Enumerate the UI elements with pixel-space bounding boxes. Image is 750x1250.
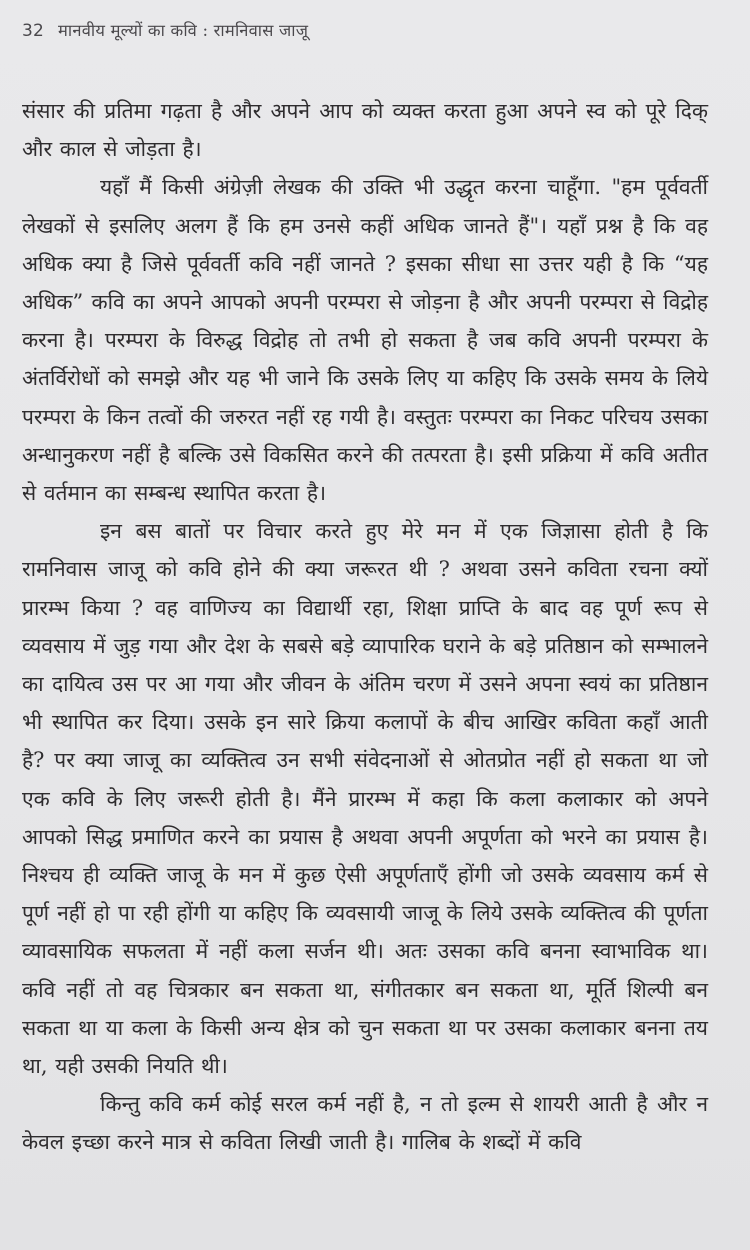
running-title: मानवीय मूल्यों का कवि : रामनिवास जाजू [58,21,309,40]
paragraph: यहाँ मैं किसी अंग्रेज़ी लेखक की उक्ति भी उद्धृत करना चाहूँगा. "हम पूर्ववर्ती लेखकों से इसलिए अलग हैं कि हम उनसे कहीं अधिक जानते हैं"। यहाँ प्रश्न है कि वह अधिक क्या है जिसे पूर्ववर्ती कवि नहीं जानते ? इसका सीधा सा उत्तर यही है कि “यह अधिक” कवि का अपने आपको अपनी परम्परा से जोड़ना है और अपनी परम्परा से विद्रोह करना है। परम्परा के विरुद्ध विद्रोह तो तभी हो सकता है जब कवि अपनी परम्परा के अंतर्विरोधों को समझे और यह भी जाने कि उसके लिए या कहिए कि उसके समय के लिये परम्परा के किन तत्वों की जरुरत नहीं रह गयी है। वस्तुतः परम्परा का निकट परिचय उसका अन्धानुकरण नहीं है बल्कि उसे विकसित करने की तत्परता है। इसी प्रक्रिया में कवि अतीत से वर्तमान का सम्बन्ध स्थापित करता है। [22,175,708,506]
body-text [22,92,708,1162]
running-header [22,18,708,52]
paragraph: इन बस बातों पर विचार करते हुए मेरे मन में एक जिज्ञासा होती है कि रामनिवास जाजू को कवि होने की क्या जरूरत थी ? अथवा उसने कविता रचना क्यों प्रारम्भ किया ? वह वाणिज्य का विद्यार्थी रहा, शिक्षा प्राप्ति के बाद वह पूर्ण रूप से व्यवसाय में जुड़ गया और देश के सबसे बड़े व्यापारिक घराने के बड़े प्रतिष्ठान को सम्भालने का दायित्व उस पर आ गया और जीवन के अंतिम चरण में उसने अपना स्वयं का प्रतिष्ठान भी स्थापित कर दिया। उसके इन सारे क्रिया कलापों के बीच आखिर कविता कहाँ आती है? पर क्या जाजू का व्यक्तित्व उन सभी संवेदनाओं से ओतप्रोत नहीं हो सकता था जो एक कवि के लिए जरूरी होती है। मैंने प्रारम्भ में कहा कि कला कलाकार को अपने आपको सिद्ध प्रमाणित करने का प्रयास है अथवा अपनी अपूर्णता को भरने का प्रयास है। निश्चय ही व्यक्ति जाजू के मन में कुछ ऐसी अपूर्णताएँ होंगी जो उसके व्यवसाय कर्म से पूर्ण नहीं हो पा रही होंगी या कहिए कि व्यवसायी जाजू के लिये उसके व्यक्तित्व की पूर्णता व्यावसायिक सफलता में नहीं कला सर्जन थी। अतः उसका कवि बनना स्वाभाविक था। कवि नहीं तो वह चित्रकार बन सकता था, संगीतकार बन सकता था, मूर्ति शिल्पी बन सकता था या कला के किसी अन्य क्षेत्र को चुन सकता था पर उसका कलाकार बनना तय था, यही उसकी नियति थी। [22,519,708,1079]
paragraph: किन्तु कवि कर्म कोई सरल कर्म नहीं है, न तो इल्म से शायरी आती है और न केवल इच्छा करने मात्र से कविता लिखी जाती है। गालिब के शब्दों में कवि [22,1092,708,1155]
paragraph-continued: संसार की प्रतिमा गढ़ता है और अपने आप को व्यक्त करता हुआ अपने स्व को पूरे दिक् और काल से जोड़ता है। [22,99,708,162]
page-number: 32 [22,21,45,41]
